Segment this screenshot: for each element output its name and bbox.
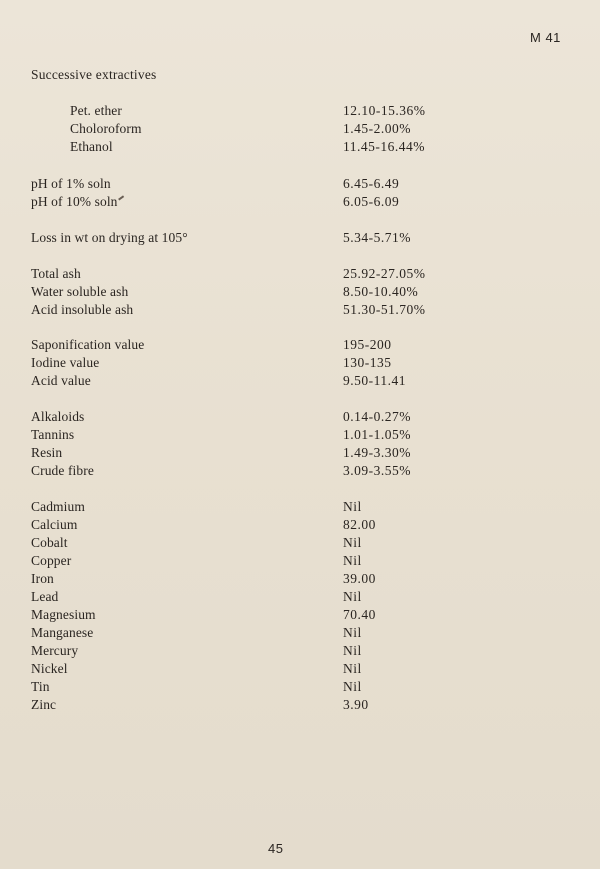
row-value: Nil — [343, 535, 362, 550]
row-value: 1.01-1.05% — [343, 427, 411, 442]
row-label: Choloroform — [70, 121, 142, 136]
row-label: Resin — [31, 445, 63, 460]
row-value: 130-135 — [343, 355, 392, 370]
row-label: Cadmium — [31, 499, 85, 514]
data-row — [0, 302, 600, 320]
row-value: 1.45-2.00% — [343, 121, 411, 136]
row-value: 51.30-51.70% — [343, 302, 426, 317]
row-label: Ethanol — [70, 139, 113, 154]
row-value: Nil — [343, 661, 362, 676]
data-row — [0, 176, 600, 194]
row-label: Acid insoluble ash — [31, 302, 134, 317]
row-label: Mercury — [31, 643, 79, 658]
data-row — [0, 679, 600, 697]
row-label: Tannins — [31, 427, 75, 442]
data-row — [0, 445, 600, 463]
row-value: 6.45-6.49 — [343, 176, 400, 191]
row-label: Zinc — [31, 697, 57, 712]
row-label: Total ash — [31, 266, 81, 281]
data-row — [0, 427, 600, 445]
row-value: 0.14-0.27% — [343, 409, 411, 424]
row-label: Copper — [31, 553, 72, 568]
row-label: Iodine value — [31, 355, 100, 370]
data-row — [0, 607, 600, 625]
row-value: 3.09-3.55% — [343, 463, 411, 478]
section-heading: Successive extractives — [31, 67, 157, 82]
row-label: Loss in wt on drying at 105° — [31, 230, 188, 245]
row-label: Magnesium — [31, 607, 96, 622]
row-value: 9.50-11.41 — [343, 373, 406, 388]
data-row — [0, 517, 600, 535]
row-label: Acid value — [31, 373, 91, 388]
row-value: 39.00 — [343, 571, 376, 586]
row-label: Lead — [31, 589, 59, 604]
data-row — [0, 589, 600, 607]
row-label: Crude fibre — [31, 463, 94, 478]
data-row — [0, 121, 600, 139]
data-row — [0, 409, 600, 427]
row-label: Iron — [31, 571, 54, 586]
row-value: Nil — [343, 499, 362, 514]
row-value: 5.34-5.71% — [343, 230, 411, 245]
data-row — [0, 337, 600, 355]
row-label: Calcium — [31, 517, 78, 532]
data-row — [0, 625, 600, 643]
row-value: 82.00 — [343, 517, 376, 532]
row-label: Cobalt — [31, 535, 68, 550]
row-label: Pet. ether — [70, 103, 122, 118]
data-row — [0, 230, 600, 248]
row-value: 25.92-27.05% — [343, 266, 426, 281]
data-row — [0, 355, 600, 373]
data-row — [0, 194, 600, 212]
row-value: 8.50-10.40% — [343, 284, 419, 299]
row-label: pH of 10% soln — [31, 194, 118, 209]
data-row — [0, 697, 600, 715]
data-row — [0, 499, 600, 517]
data-row — [0, 373, 600, 391]
page-number: 45 — [268, 841, 284, 856]
data-row — [0, 463, 600, 481]
row-value: Nil — [343, 553, 362, 568]
row-label: Manganese — [31, 625, 94, 640]
row-value: 3.90 — [343, 697, 369, 712]
data-row — [0, 266, 600, 284]
row-value: 6.05-6.09 — [343, 194, 400, 209]
row-value: Nil — [343, 625, 362, 640]
row-value: 1.49-3.30% — [343, 445, 411, 460]
row-value: 70.40 — [343, 607, 376, 622]
row-label: Saponification value — [31, 337, 145, 352]
row-value: 195-200 — [343, 337, 392, 352]
data-row — [0, 661, 600, 679]
data-row — [0, 571, 600, 589]
data-row — [0, 284, 600, 302]
page-code: M 41 — [530, 30, 561, 45]
data-row — [0, 553, 600, 571]
row-value: Nil — [343, 643, 362, 658]
row-value: 11.45-16.44% — [343, 139, 425, 154]
data-row — [0, 139, 600, 157]
row-label: Alkaloids — [31, 409, 85, 424]
data-row — [0, 535, 600, 553]
data-row — [0, 103, 600, 121]
row-label: Water soluble ash — [31, 284, 129, 299]
row-label: Tin — [31, 679, 50, 694]
row-label: pH of 1% soln — [31, 176, 111, 191]
row-value: Nil — [343, 679, 362, 694]
row-value: 12.10-15.36% — [343, 103, 426, 118]
row-label: Nickel — [31, 661, 68, 676]
data-row — [0, 643, 600, 661]
row-value: Nil — [343, 589, 362, 604]
